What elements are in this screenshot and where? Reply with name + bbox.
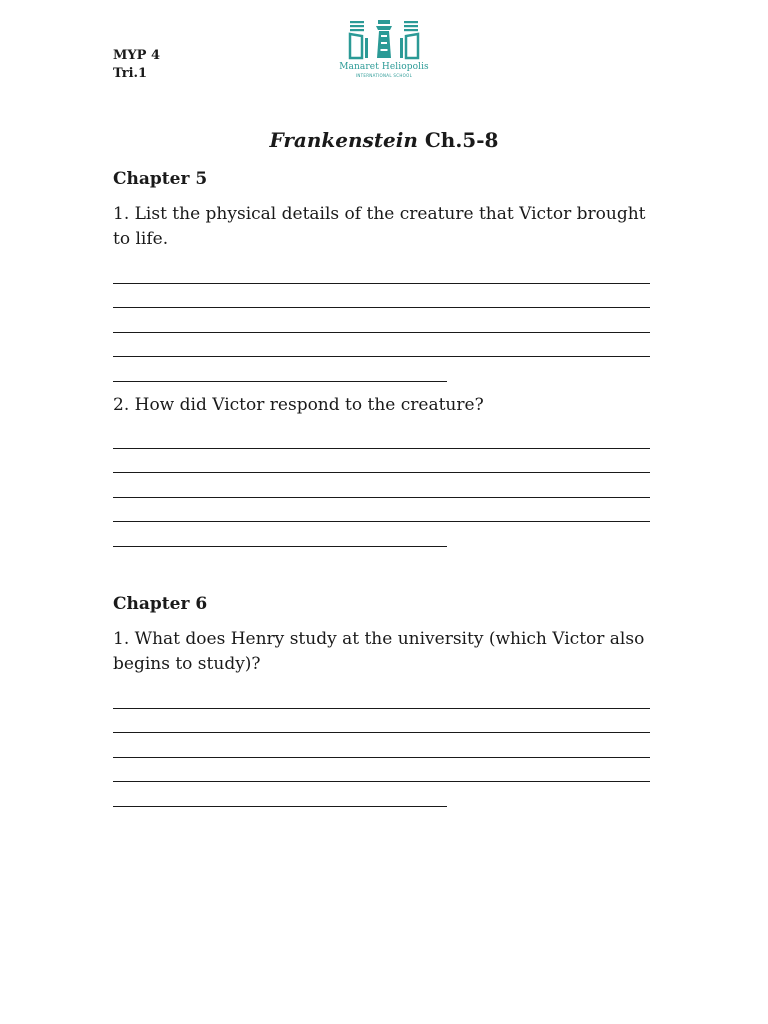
title-book: Frankenstein	[269, 128, 418, 152]
chapter-6-answer-1-lines[interactable]	[113, 684, 650, 807]
school-subtitle: INTERNATIONAL SCHOOL	[355, 73, 413, 78]
school-logo	[334, 18, 434, 80]
answer-line[interactable]	[113, 758, 650, 783]
answer-line[interactable]	[113, 498, 650, 523]
chapter-5-answer-1-lines[interactable]	[113, 259, 650, 382]
chapter-5-heading: Chapter 5	[113, 169, 208, 189]
chapter-6-heading: Chapter 6	[113, 594, 208, 614]
title-range: Ch.5-8	[417, 128, 499, 152]
answer-line[interactable]	[113, 684, 650, 709]
chapter-6-question-1: 1. What does Henry study at the university (which Victor also begins to study)?	[113, 629, 645, 674]
answer-line[interactable]	[113, 333, 650, 358]
term-label: Tri.1	[113, 66, 148, 81]
answer-line[interactable]	[113, 733, 650, 758]
answer-line[interactable]	[113, 357, 447, 382]
document-meta	[113, 47, 160, 83]
answer-line[interactable]	[113, 782, 447, 807]
lighthouse-emblem-icon	[334, 18, 434, 62]
answer-line[interactable]	[113, 449, 650, 474]
answer-line[interactable]	[113, 284, 650, 309]
answer-line[interactable]	[113, 473, 650, 498]
answer-line[interactable]	[113, 424, 650, 449]
answer-line[interactable]	[113, 259, 650, 284]
chapter-5-answer-2-lines[interactable]	[113, 424, 650, 547]
school-name: Manaret Heliopolis	[339, 62, 429, 72]
chapter-5-question-1: 1. List the physical details of the creature that Victor brought to life.	[113, 204, 646, 249]
page-title	[0, 128, 768, 152]
answer-line[interactable]	[113, 522, 447, 547]
answer-line[interactable]	[113, 709, 650, 734]
course-label: MYP 4	[113, 48, 161, 63]
answer-line[interactable]	[113, 308, 650, 333]
chapter-5-question-2: 2. How did Victor respond to the creature?	[113, 395, 484, 415]
